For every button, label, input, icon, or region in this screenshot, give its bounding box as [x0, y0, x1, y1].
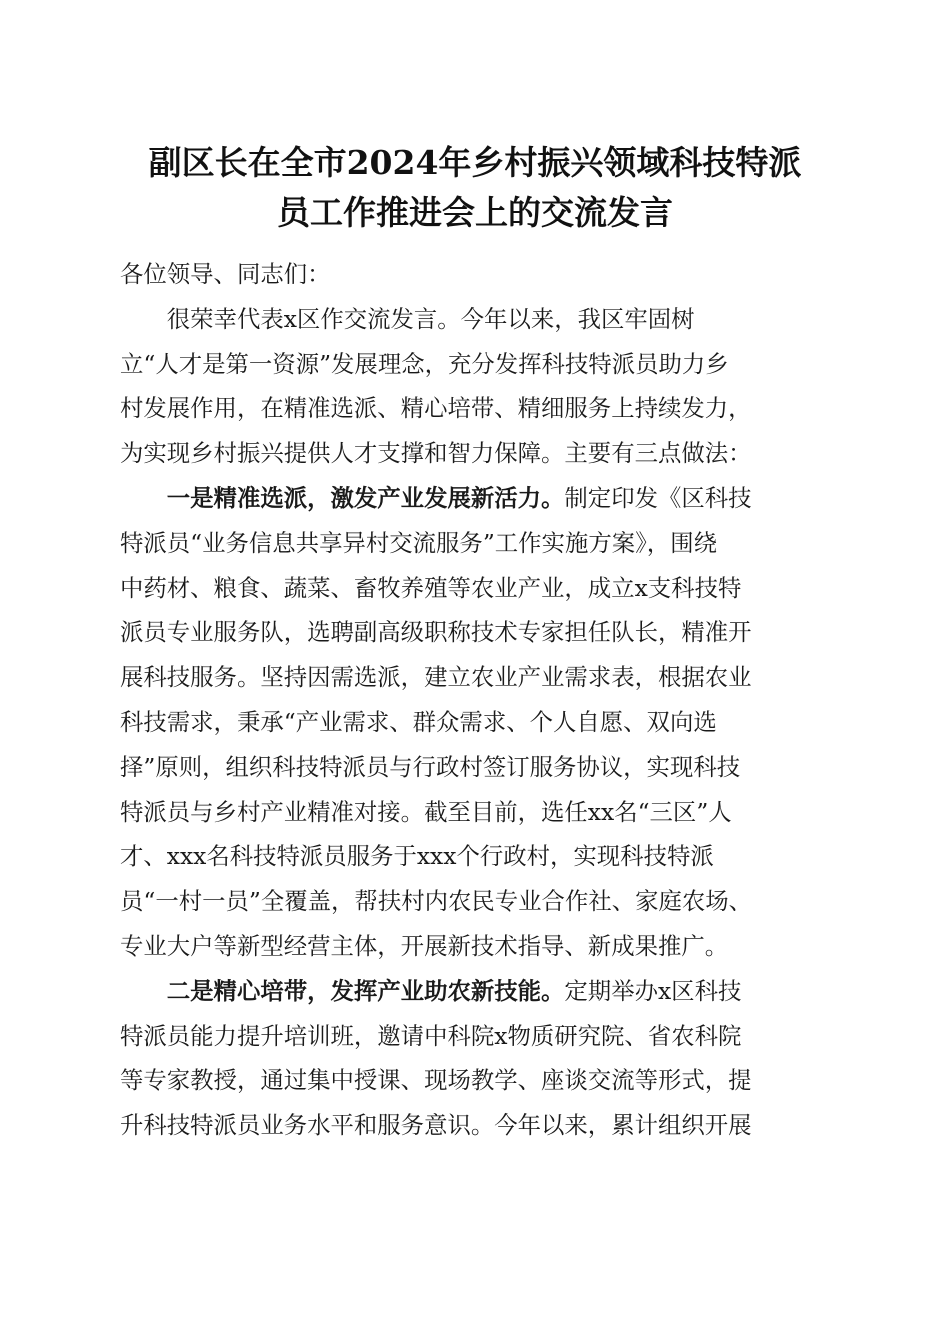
paragraph-line: 村发展作用，在精准选派、精心培带、精细服务上持续发力，: [120, 394, 752, 423]
paragraph-line: 为实现乡村振兴提供人才支撑和智力保障。主要有三点做法：: [120, 439, 752, 468]
title-line-1: 副区长在全市2024年乡村振兴领域科技特派: [148, 143, 802, 182]
paragraph-line: 等专家教授，通过集中授课、现场教学、座谈交流等形式，提: [120, 1066, 752, 1095]
document-title: [100, 138, 850, 238]
paragraph-line: 升科技特派员业务水平和服务意识。今年以来，累计组织开展: [120, 1111, 752, 1140]
paragraph-line: 中药材、粮食、蔬菜、畜牧养殖等农业产业，成立x支科技特: [120, 573, 742, 602]
paragraph-point-one: [120, 476, 838, 969]
document-body: [120, 252, 838, 1148]
section-heading: 一是精准选派，激发产业发展新活力。: [120, 483, 565, 512]
paragraph-intro: [120, 297, 838, 476]
paragraph-line: 立“人才是第一资源”发展理念，充分发挥科技特派员助力乡: [120, 349, 729, 378]
paragraph-point-two: [120, 969, 838, 1148]
paragraph-line: 才、xxx名科技特派员服务于xxx个行政村，实现科技特派: [120, 842, 714, 871]
paragraph-text: 定期举办x区科技: [564, 976, 742, 1005]
paragraph-line: 专业大户等新型经营主体，开展新技术指导、新成果推广。: [120, 931, 729, 960]
paragraph-first-line: [120, 476, 838, 521]
paragraph-line: 员“一村一员”全覆盖，帮扶村内农民专业合作社、家庭农场、: [120, 887, 753, 916]
paragraph-line: 特派员“业务信息共享异村交流服务”工作实施方案》，围绕: [120, 528, 717, 557]
paragraph-line: 特派员与乡村产业精准对接。截至目前，选任xx名“三区”人: [120, 797, 732, 826]
section-heading: 二是精心培带，发挥产业助农新技能。: [120, 976, 565, 1005]
paragraph-line: 特派员能力提升培训班，邀请中科院x物质研究院、省农科院: [120, 1021, 742, 1050]
paragraph-line: 派员专业服务队，选聘副高级职称技术专家担任队长，精准开: [120, 618, 752, 647]
paragraph-line: 择”原则，组织科技特派员与行政村签订服务协议，实现科技: [120, 752, 741, 781]
paragraph-text: 制定印发《区科技: [564, 483, 752, 512]
paragraph-line: 科技需求，秉承“产业需求、群众需求、个人自愿、双向选: [120, 707, 717, 736]
paragraph-line: 展科技服务。坚持因需选派，建立农业产业需求表，根据农业: [120, 663, 752, 692]
title-line-2: 员工作推进会上的交流发言: [277, 193, 673, 232]
salutation: 各位领导、同志们：: [120, 260, 331, 288]
paragraph-first-line: [120, 969, 838, 1014]
paragraph-line: 很荣幸代表x区作交流发言。今年以来，我区牢固树: [120, 304, 695, 333]
